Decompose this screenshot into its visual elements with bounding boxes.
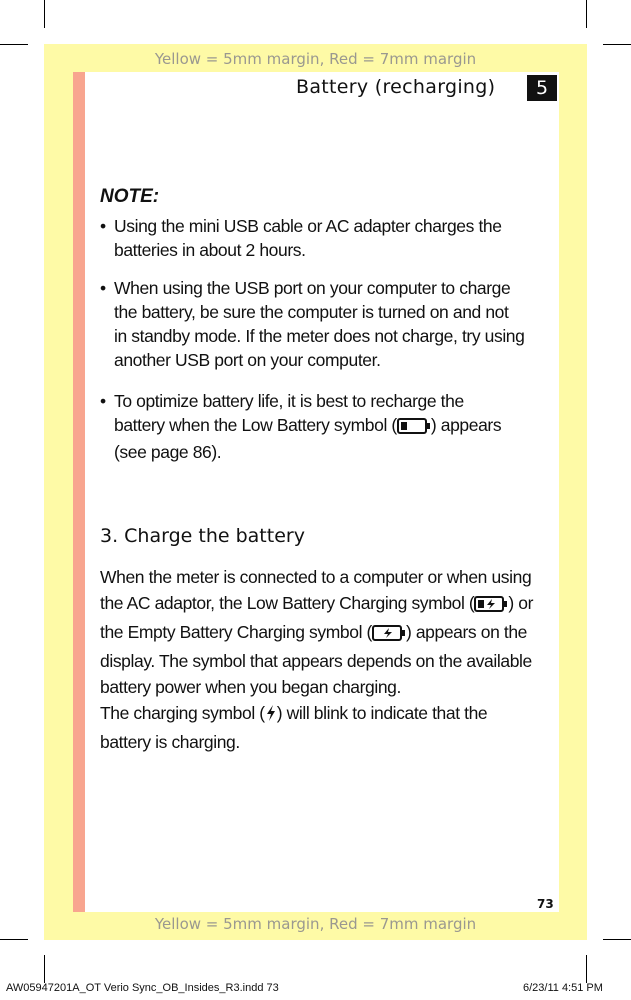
para-line: battery power when you began charging.	[100, 677, 401, 697]
note-bullet-item	[100, 389, 560, 463]
chapter-number-badge: 5	[527, 75, 557, 101]
crop-mark	[0, 939, 28, 940]
section-heading: 3. Charge the battery	[100, 525, 305, 547]
para-line: the Empty Battery Charging symbol (	[100, 622, 372, 642]
crop-mark	[603, 44, 631, 45]
print-slug-timestamp: 6/23/11 4:51 PM	[523, 982, 603, 994]
red-margin-strip	[73, 72, 85, 912]
para-line: ) or	[508, 593, 534, 613]
crop-mark	[44, 0, 45, 28]
lightning-bolt-icon	[265, 703, 277, 729]
crop-mark	[44, 955, 45, 983]
note-bullet-item	[100, 276, 560, 374]
page-number: 73	[537, 897, 554, 911]
note-line: Using the mini USB cable or AC adapter charges the	[114, 216, 502, 236]
note-line: batteries in about 2 hours.	[114, 240, 306, 260]
note-line: in standby mode. If the meter does not charge, try using	[114, 326, 525, 346]
para-line: battery is charging.	[100, 732, 240, 752]
para-line: display. The symbol that appears depends on the available	[100, 651, 532, 671]
margin-note-bottom: Yellow = 5mm margin, Red = 7mm margin	[154, 915, 477, 933]
bullet-mark: •	[100, 278, 106, 298]
page-header-title: Battery (recharging)	[296, 76, 496, 98]
para-line: The charging symbol (	[100, 703, 265, 723]
body-paragraph	[100, 564, 560, 700]
note-line: When using the USB port on your computer to charge	[114, 278, 511, 298]
body-paragraph	[100, 700, 560, 755]
note-line: (see page 86).	[114, 442, 222, 462]
note-bullet-item	[100, 214, 560, 264]
crop-mark	[586, 0, 587, 28]
margin-note-top: Yellow = 5mm margin, Red = 7mm margin	[154, 50, 477, 68]
low-battery-icon	[397, 416, 431, 440]
empty-battery-charging-icon	[372, 622, 406, 648]
bullet-mark: •	[100, 216, 106, 236]
note-line: ) appears	[430, 415, 502, 435]
para-line: When the meter is connected to a computer or when using	[100, 567, 532, 587]
para-line: the AC adaptor, the Low Battery Charging symbol (	[100, 593, 475, 613]
crop-mark	[0, 44, 28, 45]
crop-mark	[603, 939, 631, 940]
para-line: ) will blink to indicate that the	[276, 703, 488, 723]
note-line: the battery, be sure the computer is turned on and not	[114, 302, 509, 322]
low-battery-charging-icon	[474, 593, 508, 619]
note-label: NOTE:	[100, 186, 160, 207]
bullet-mark: •	[100, 391, 106, 411]
print-slug-filename: AW05947201A_OT Verio Sync_OB_Insides_R3.indd 73	[6, 982, 279, 994]
crop-mark	[586, 955, 587, 983]
note-line: another USB port on your computer.	[114, 350, 381, 370]
para-line: ) appears on the	[405, 622, 528, 642]
note-line: To optimize battery life, it is best to recharge the	[114, 391, 464, 411]
note-line: battery when the Low Battery symbol (	[114, 415, 397, 435]
